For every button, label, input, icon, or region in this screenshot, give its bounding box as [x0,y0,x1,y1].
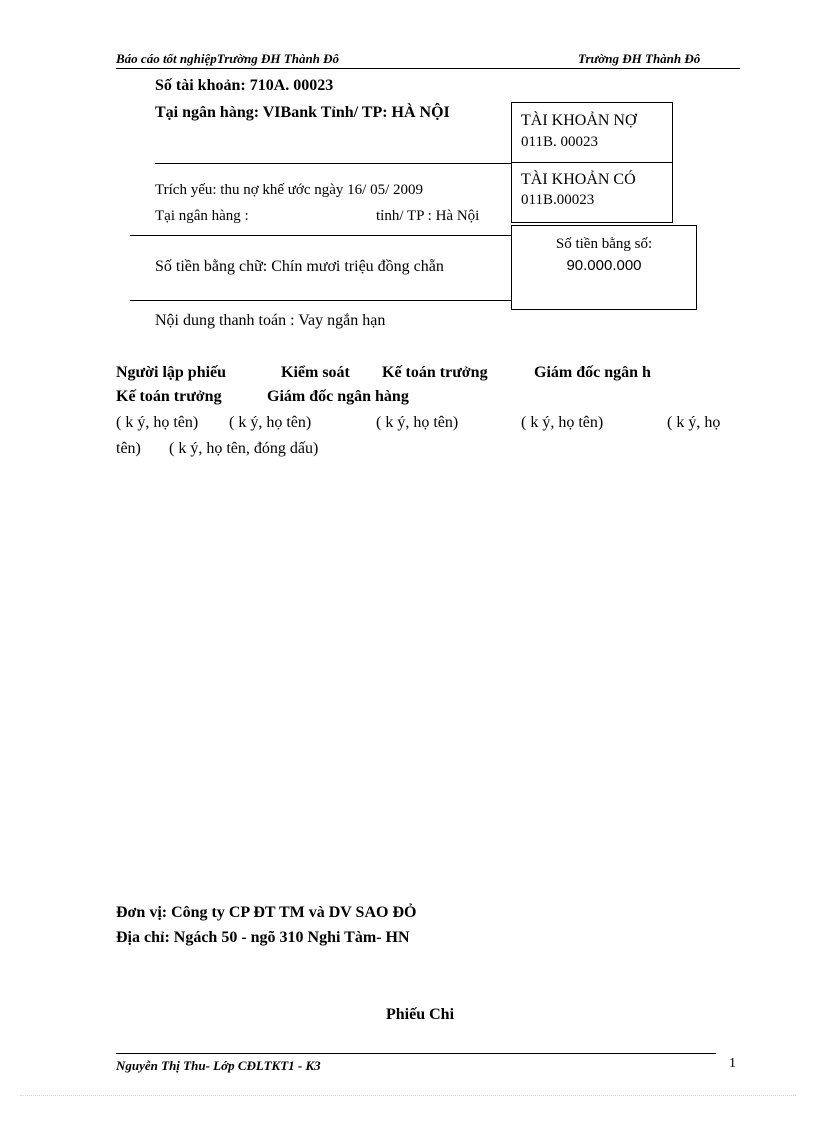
credit-account-title: TÀI KHOẢN CÓ [521,171,636,188]
summary-text: Trích yếu: thu nợ khế ước ngày 16/ 05/ 2009 [155,182,424,198]
divider-2 [130,235,511,236]
bank2-label: Tại ngân hàng : [155,208,249,224]
sign-line-1: ( k ý, họ tên) [116,414,199,431]
sig-title-bank-director: Giám đốc ngân hàng [267,388,409,405]
sig-title-bank-director-cut: Giám đốc ngân h [534,364,651,381]
credit-account-box [511,162,673,223]
divider-1 [155,163,511,164]
debit-account-title: TÀI KHOẢN NỢ [521,112,637,129]
sig-title-preparer: Người lập phiếu [116,364,227,381]
header-left: Báo cáo tốt nghiệpTrường ĐH Thành Đô [116,51,340,66]
company-address: Địa chỉ: Ngách 50 - ngõ 310 Nghi Tàm- HN [116,929,410,946]
page-bottom-dotted-rule [20,1095,796,1096]
sign-line-2: ( k ý, họ tên) [229,414,312,431]
debit-account-value: 011B. 00023 [521,134,598,150]
amount-number-value: 90.000.000 [566,257,642,274]
divider-3 [130,300,511,301]
bank-name: Tại ngân hàng: VIBank Tỉnh/ TP: HÀ NỘI [155,104,450,121]
bank2-city: tỉnh/ TP : Hà Nội [376,208,480,224]
amount-number-box [511,225,697,310]
amount-number-title: Số tiền bằng số: [555,236,653,252]
account-number: Số tài khoản: 710A. 00023 [155,77,334,94]
footer-rule [116,1053,716,1054]
debit-account-box [511,102,673,164]
header-right: Trường ĐH Thành Đô [578,51,701,66]
sig-title-chief-accountant: Kế toán trưởng [382,364,488,381]
header-rule [116,68,740,69]
credit-account-value: 011B.00023 [521,192,595,208]
amount-in-words: Số tiền bằng chữ: Chín mươi triệu đồng chẵn [155,258,444,275]
page-number: 1 [729,1056,736,1071]
payment-content: Nội dung thanh toán : Vay ngắn hạn [155,312,386,329]
footer-author: Nguyễn Thị Thu- Lớp CĐLTKT1 - K3 [116,1058,321,1073]
sign-line-6: ( k ý, họ tên, đóng dấu) [169,440,319,457]
sig-title-control: Kiểm soát [281,364,350,381]
sign-line-3: ( k ý, họ tên) [376,414,459,431]
voucher-title: Phiếu Chi [386,1006,455,1023]
sig-title-chief-accountant-2: Kế toán trưởng [116,388,222,405]
sign-line-4: ( k ý, họ tên) [521,414,604,431]
sign-line-5: ( k ý, họ [667,414,721,431]
sign-line-5-cont: tên) [116,440,141,457]
company-unit: Đơn vị: Công ty CP ĐT TM và DV SAO ĐỎ [116,904,417,921]
